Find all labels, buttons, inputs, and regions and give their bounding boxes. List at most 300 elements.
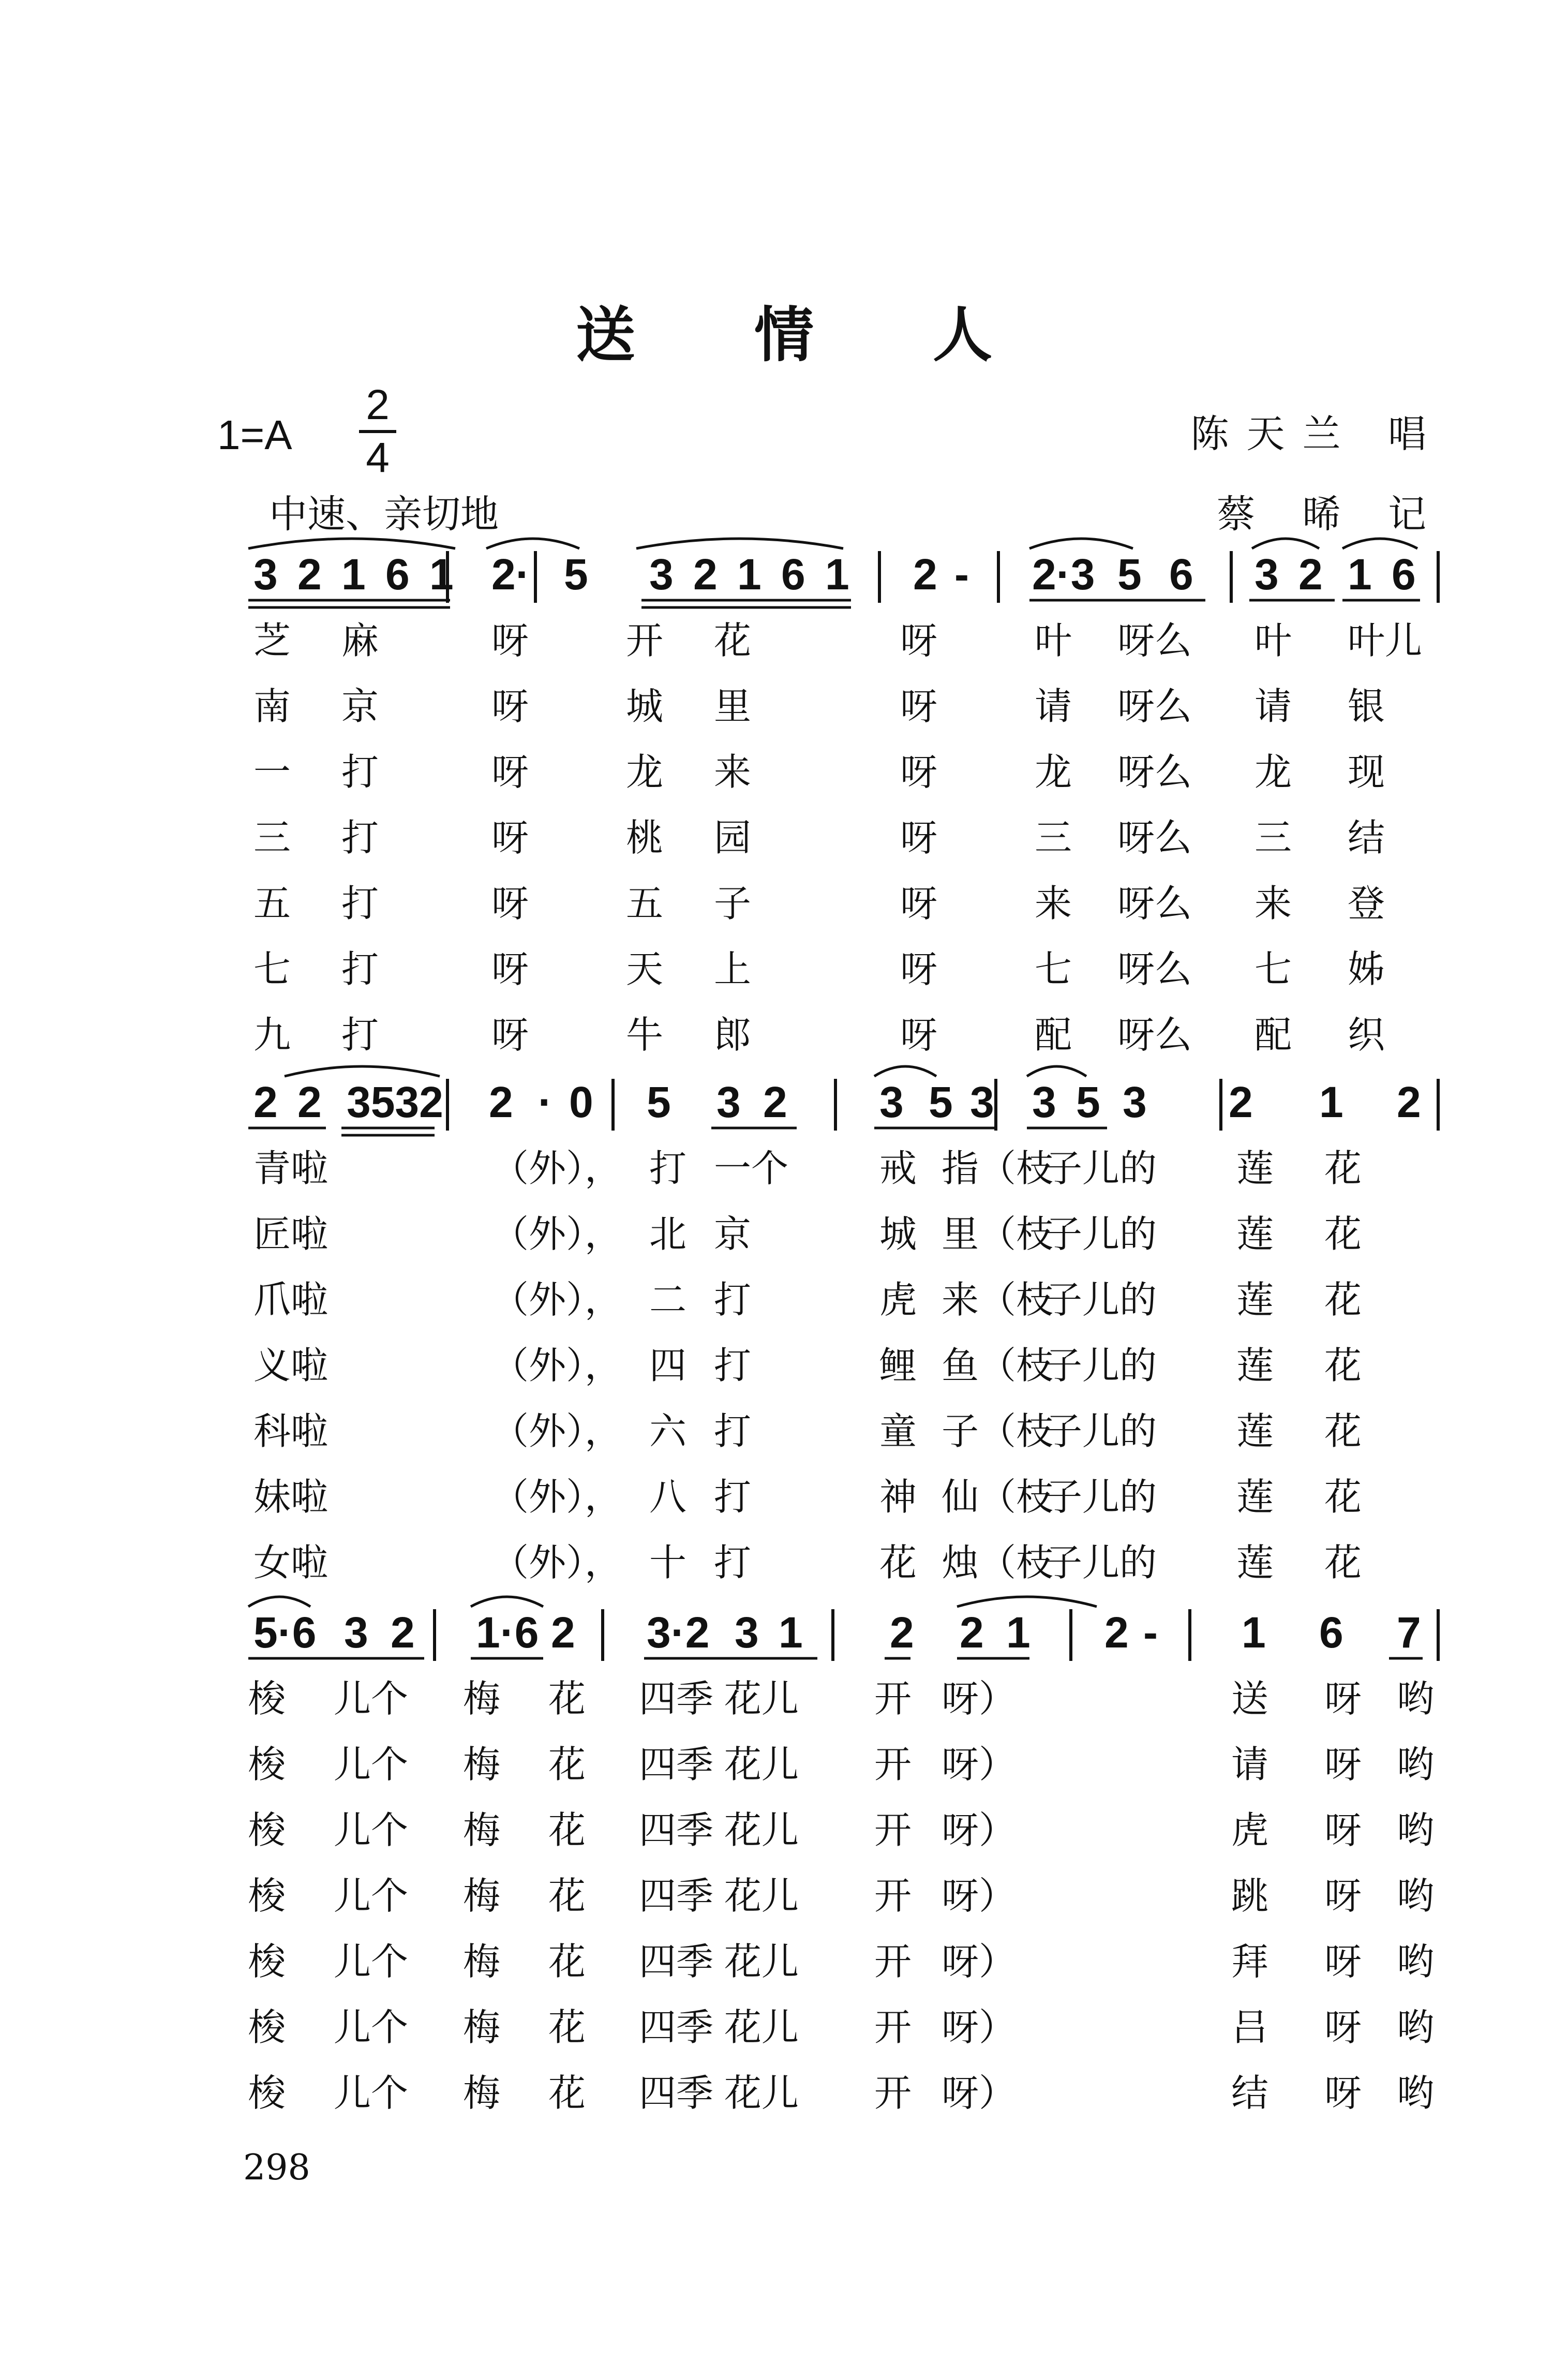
note: 3 — [1255, 550, 1279, 599]
lyric-syllable: 花儿 — [724, 1808, 799, 1852]
lyric-syllable: （外）， — [491, 1278, 622, 1321]
lyric-syllable: 哟 — [1397, 2071, 1435, 2115]
lyric-syllable: 呀么 — [1117, 882, 1192, 925]
lyric-syllable: 呀 — [1324, 1743, 1362, 1786]
lyric-syllable: 四季 — [639, 2006, 714, 2049]
lyric-line-verse-6 — [207, 939, 1448, 1005]
notation-row — [207, 1591, 1448, 1657]
lyric-line-verse-6 — [207, 1997, 1448, 2063]
lyric-syllable: 四 — [649, 1344, 687, 1387]
lyric-syllable: 打 — [714, 1409, 752, 1453]
lyric-syllable: 指（枝 — [942, 1147, 1054, 1190]
lyric-syllable: 呀 — [1324, 1808, 1362, 1852]
lyric-syllable: 九 — [253, 1013, 291, 1057]
note: 3 — [1032, 1078, 1056, 1126]
lyric-syllable: 儿个 — [334, 1940, 409, 1983]
lyric-syllable: 结 — [1231, 2071, 1269, 2115]
singer-credit: 陈天兰 唱 — [1190, 412, 1444, 456]
note: 5 — [1076, 1078, 1100, 1126]
note: - — [954, 550, 969, 599]
note: 2 — [1104, 1608, 1129, 1657]
lyric-line-verse-2 — [207, 676, 1448, 742]
note: 2 — [913, 550, 937, 599]
lyric-syllable: 呀） — [942, 1940, 1017, 1983]
note: 6 — [781, 550, 805, 599]
lyric-syllable: 神 — [879, 1475, 917, 1519]
lyric-syllable: 莲 — [1236, 1409, 1274, 1453]
lyric-syllable: 义啦 — [253, 1344, 328, 1387]
lyric-syllable: 姊 — [1348, 947, 1385, 991]
lyric-syllable: 子儿的 — [1045, 1147, 1157, 1190]
lyric-syllable: 梅 — [463, 1677, 501, 1720]
lyric-syllable: 梭 — [248, 2071, 286, 2115]
lyric-syllable: 呀 — [1324, 1677, 1362, 1720]
lyric-line-verse-5 — [207, 1401, 1448, 1467]
lyric-syllable: 哟 — [1397, 2006, 1435, 2049]
lyric-syllable: 打 — [341, 750, 379, 794]
lyric-syllable: 科啦 — [253, 1409, 328, 1453]
lyric-syllable: 花儿 — [724, 2071, 799, 2115]
lyric-syllable: 儿个 — [334, 2006, 409, 2049]
lyric-syllable: 呀） — [942, 1743, 1017, 1786]
lyric-syllable: （外）， — [491, 1541, 622, 1584]
lyric-syllable: 跳 — [1231, 1874, 1269, 1918]
lyric-syllable: 桃 — [626, 816, 664, 859]
lyric-syllable: 鱼（枝 — [942, 1344, 1054, 1387]
lyric-syllable: 天 — [626, 947, 664, 991]
lyric-syllable: 哟 — [1397, 1874, 1435, 1918]
lyric-syllable: 五 — [626, 882, 664, 925]
note: 1 — [737, 550, 761, 599]
lyric-syllable: 花 — [548, 1808, 586, 1852]
lyric-syllable: 呀） — [942, 1677, 1017, 1720]
slur — [248, 539, 455, 548]
lyric-line-verse-3 — [207, 1270, 1448, 1335]
lyric-syllable: 儿个 — [334, 2071, 409, 2115]
lyric-syllable: 来 — [1255, 882, 1292, 925]
song-title: 送 情 人 — [575, 301, 1042, 370]
lyric-line-verse-4 — [207, 1335, 1448, 1401]
note: 3 — [879, 1078, 904, 1126]
lyric-syllable: 开 — [874, 1677, 912, 1720]
slur — [874, 1066, 936, 1076]
note: 2 — [693, 550, 718, 599]
time-signature-divider — [359, 430, 396, 433]
lyric-syllable: 花 — [548, 1677, 586, 1720]
note: 7 — [1397, 1608, 1421, 1657]
lyric-syllable: 叶 — [1255, 619, 1292, 662]
note: 2· — [491, 550, 530, 599]
recorder-credit: 蔡 晞 记 — [1216, 492, 1444, 537]
lyric-syllable: 花 — [1324, 1278, 1362, 1321]
lyric-syllable: 郎 — [714, 1013, 752, 1057]
lyric-syllable: 来 — [714, 750, 752, 794]
lyric-syllable: 子儿的 — [1045, 1409, 1157, 1453]
note: 3 — [970, 1078, 994, 1126]
time-signature-top: 2 — [366, 381, 390, 428]
lyric-syllable: 莲 — [1236, 1278, 1274, 1321]
lyric-syllable: 四季 — [639, 1743, 714, 1786]
note: 1 — [1006, 1608, 1031, 1657]
note: 2 — [551, 1608, 575, 1657]
lyric-syllable: 呀么 — [1117, 750, 1192, 794]
lyric-syllable: 三 — [1035, 816, 1072, 859]
lyric-syllable: 京 — [714, 1212, 752, 1256]
lyric-syllable: 梅 — [463, 1940, 501, 1983]
lyric-syllable: 吕 — [1231, 2006, 1269, 2049]
lyric-syllable: 叶 — [1035, 619, 1072, 662]
note: 2 — [253, 1078, 278, 1126]
lyric-syllable: 开 — [874, 2006, 912, 2049]
lyric-syllable: 织 — [1348, 1013, 1385, 1057]
lyric-syllable: 鲤 — [879, 1344, 917, 1387]
lyric-syllable: 龙 — [1255, 750, 1292, 794]
lyric-syllable: 城 — [879, 1212, 917, 1256]
note: 1 — [429, 550, 454, 599]
lyric-syllable: 呀 — [900, 619, 938, 662]
lyric-syllable: 开 — [874, 1874, 912, 1918]
lyric-syllable: 里 — [714, 685, 752, 728]
key-signature: 1=A — [217, 412, 292, 458]
note: 3532 — [347, 1078, 443, 1126]
note: 2·3 — [1032, 550, 1095, 599]
lyric-syllable: 登 — [1348, 882, 1385, 925]
slur — [1342, 539, 1417, 548]
lyric-syllable: 五 — [253, 882, 291, 925]
lyric-syllable: 麻 — [341, 619, 379, 662]
lyric-syllable: 花 — [1324, 1409, 1362, 1453]
note: 6 — [385, 550, 410, 599]
lyric-syllable: 打 — [341, 882, 379, 925]
lyric-syllable: 子儿的 — [1045, 1212, 1157, 1256]
note: 1 — [779, 1608, 803, 1657]
lyric-syllable: 里（枝 — [942, 1212, 1054, 1256]
note: 1 — [1348, 550, 1372, 599]
tempo-marking: 中速、亲切地 — [269, 492, 499, 537]
lyric-syllable: 梭 — [248, 1808, 286, 1852]
lyric-syllable: 四季 — [639, 2071, 714, 2115]
lyric-syllable: 儿个 — [334, 1677, 409, 1720]
lyric-syllable: 配 — [1035, 1013, 1072, 1057]
lyric-syllable: 花儿 — [724, 2006, 799, 2049]
lyric-syllable: 请 — [1035, 685, 1072, 728]
lyric-syllable: 呀） — [942, 2071, 1017, 2115]
lyric-syllable: 哟 — [1397, 1940, 1435, 1983]
lyric-syllable: 呀 — [491, 685, 529, 728]
slur — [486, 539, 579, 548]
lyric-line-verse-2 — [207, 1204, 1448, 1270]
lyric-syllable: 来 — [1035, 882, 1072, 925]
lyric-syllable: （外）， — [491, 1475, 622, 1519]
slur — [957, 1597, 1097, 1607]
lyric-syllable: 匠啦 — [253, 1212, 328, 1256]
lyric-syllable: 结 — [1348, 816, 1385, 859]
lyric-syllable: 梭 — [248, 1940, 286, 1983]
lyric-syllable: 一 — [253, 750, 291, 794]
lyric-syllable: 打 — [714, 1278, 752, 1321]
lyric-syllable: 梭 — [248, 2006, 286, 2049]
note: 6 — [1392, 550, 1416, 599]
note: 2 — [1298, 550, 1323, 599]
lyric-syllable: 打 — [341, 816, 379, 859]
note: 3 — [735, 1608, 759, 1657]
lyric-line-verse-1 — [207, 1138, 1448, 1204]
lyric-syllable: 芝 — [253, 619, 291, 662]
note: · — [538, 1078, 552, 1126]
lyric-syllable: 梭 — [248, 1677, 286, 1720]
lyric-syllable: 花 — [548, 2071, 586, 2115]
lyric-syllable: 呀 — [900, 882, 938, 925]
note: 5 — [564, 550, 588, 599]
lyric-syllable: 呀 — [1324, 2071, 1362, 2115]
note: 1 — [825, 550, 849, 599]
lyric-syllable: 梅 — [463, 2071, 501, 2115]
lyric-syllable: 十 — [649, 1541, 687, 1584]
lyric-syllable: 莲 — [1236, 1212, 1274, 1256]
note: 3 — [649, 550, 674, 599]
lyric-syllable: 哟 — [1397, 1743, 1435, 1786]
lyric-line-verse-6 — [207, 1467, 1448, 1533]
lyric-syllable: 呀 — [491, 816, 529, 859]
lyric-syllable: 四季 — [639, 1874, 714, 1918]
lyric-syllable: 二 — [649, 1278, 687, 1321]
lyric-syllable: 京 — [341, 685, 379, 728]
lyric-syllable: 子儿的 — [1045, 1344, 1157, 1387]
lyric-syllable: 梅 — [463, 1743, 501, 1786]
lyric-syllable: 上 — [714, 947, 752, 991]
lyric-syllable: 龙 — [1035, 750, 1072, 794]
lyric-syllable: 梭 — [248, 1874, 286, 1918]
note: 2 — [391, 1608, 415, 1657]
slur — [1029, 539, 1133, 548]
lyric-syllable: （外）， — [491, 1147, 622, 1190]
lyric-syllable: 花 — [1324, 1475, 1362, 1519]
lyric-syllable: 儿个 — [334, 1743, 409, 1786]
lyric-syllable: 儿个 — [334, 1808, 409, 1852]
lyric-syllable: 呀 — [491, 947, 529, 991]
slur — [1027, 1066, 1086, 1076]
lyric-syllable: 哟 — [1397, 1677, 1435, 1720]
note: 5 — [1117, 550, 1142, 599]
lyric-syllable: 园 — [714, 816, 752, 859]
note: 3 — [253, 550, 278, 599]
notation-row — [207, 533, 1448, 599]
lyric-syllable: 打 — [341, 1013, 379, 1057]
lyric-syllable: 烛（枝 — [942, 1541, 1054, 1584]
lyric-syllable: 子儿的 — [1045, 1541, 1157, 1584]
lyric-syllable: 打 — [341, 947, 379, 991]
lyric-syllable: 北 — [649, 1212, 687, 1256]
note: 3·2 — [647, 1608, 710, 1657]
note: - — [1143, 1608, 1158, 1657]
lyric-syllable: 开 — [874, 1808, 912, 1852]
note: 2 — [489, 1078, 513, 1126]
lyric-syllable: 开 — [626, 619, 664, 662]
lyric-line-verse-2 — [207, 1734, 1448, 1800]
lyric-syllable: 花 — [1324, 1147, 1362, 1190]
lyric-syllable: 四季 — [639, 1677, 714, 1720]
lyric-syllable: 呀么 — [1117, 619, 1192, 662]
lyric-syllable: 子 — [714, 882, 752, 925]
lyric-syllable: 虎 — [879, 1278, 917, 1321]
lyric-syllable: 送 — [1231, 1677, 1269, 1720]
lyric-syllable: 呀 — [1324, 1874, 1362, 1918]
lyric-syllable: 银 — [1348, 685, 1385, 728]
page-number: 298 — [243, 2147, 310, 2188]
lyric-syllable: 女啦 — [253, 1541, 328, 1584]
lyric-syllable: 呀） — [942, 1808, 1017, 1852]
note: 0 — [569, 1078, 593, 1126]
lyric-syllable: 莲 — [1236, 1147, 1274, 1190]
note: 2 — [1397, 1078, 1421, 1126]
lyric-syllable: 三 — [253, 816, 291, 859]
lyric-line-verse-1 — [207, 1669, 1448, 1734]
time-signature-bottom: 4 — [366, 434, 390, 481]
note: 3 — [716, 1078, 741, 1126]
lyric-syllable: 子（枝 — [942, 1409, 1054, 1453]
lyric-syllable: 请 — [1231, 1743, 1269, 1786]
lyric-syllable: 莲 — [1236, 1541, 1274, 1584]
lyric-syllable: 拜 — [1231, 1940, 1269, 1983]
note: 3 — [1123, 1078, 1147, 1126]
note: 2 — [1229, 1078, 1253, 1126]
lyric-syllable: 四季 — [639, 1940, 714, 1983]
lyric-syllable: 呀 — [900, 685, 938, 728]
lyric-syllable: 花 — [548, 1874, 586, 1918]
lyric-syllable: 八 — [649, 1475, 687, 1519]
lyric-line-verse-3 — [207, 742, 1448, 808]
note: 1 — [1242, 1608, 1266, 1657]
slur — [248, 1597, 310, 1607]
lyric-syllable: 来（枝 — [942, 1278, 1054, 1321]
lyric-syllable: 戒 — [879, 1147, 917, 1190]
lyric-syllable: 城 — [626, 685, 664, 728]
lyric-syllable: 花 — [1324, 1344, 1362, 1387]
lyric-syllable: 爪啦 — [253, 1278, 328, 1321]
note: 2 — [960, 1608, 984, 1657]
lyric-syllable: 开 — [874, 2071, 912, 2115]
lyric-line-verse-4 — [207, 808, 1448, 873]
note: 5 — [929, 1078, 953, 1126]
note: 3 — [344, 1608, 368, 1657]
lyric-syllable: 子儿的 — [1045, 1278, 1157, 1321]
time-signature — [357, 380, 398, 483]
lyric-syllable: 莲 — [1236, 1344, 1274, 1387]
lyric-syllable: 儿个 — [334, 1874, 409, 1918]
note: 1·6 — [476, 1608, 539, 1657]
lyric-syllable: 梅 — [463, 2006, 501, 2049]
lyric-syllable: 打 — [714, 1475, 752, 1519]
lyric-syllable: 呀） — [942, 2006, 1017, 2049]
slur — [1252, 539, 1319, 548]
lyric-syllable: 花 — [548, 2006, 586, 2049]
lyric-syllable: 一个 — [714, 1147, 789, 1190]
slur — [636, 539, 843, 548]
lyric-syllable: 呀么 — [1117, 816, 1192, 859]
note: 5·6 — [253, 1608, 317, 1657]
lyric-syllable: 南 — [253, 685, 291, 728]
lyric-syllable: 梭 — [248, 1743, 286, 1786]
lyric-line-verse-7 — [207, 1533, 1448, 1598]
lyric-syllable: 花儿 — [724, 1743, 799, 1786]
lyric-syllable: （外）， — [491, 1409, 622, 1453]
lyric-syllable: 呀么 — [1117, 1013, 1192, 1057]
note: 1 — [341, 550, 366, 599]
lyric-syllable: 呀 — [900, 816, 938, 859]
lyric-syllable: 请 — [1255, 685, 1292, 728]
lyric-syllable: 打 — [714, 1541, 752, 1584]
lyric-syllable: 呀） — [942, 1874, 1017, 1918]
lyric-syllable: 呀么 — [1117, 685, 1192, 728]
lyric-syllable: 花 — [1324, 1541, 1362, 1584]
lyric-syllable: 梅 — [463, 1808, 501, 1852]
lyric-syllable: 呀 — [1324, 1940, 1362, 1983]
lyric-syllable: 花 — [714, 619, 752, 662]
notation-row — [207, 1061, 1448, 1126]
lyric-syllable: 打 — [649, 1147, 687, 1190]
lyric-syllable: 花儿 — [724, 1874, 799, 1918]
lyric-syllable: 花儿 — [724, 1677, 799, 1720]
lyric-line-verse-5 — [207, 873, 1448, 939]
lyric-syllable: 哟 — [1397, 1808, 1435, 1852]
lyric-syllable: 妹啦 — [253, 1475, 328, 1519]
lyric-syllable: 呀 — [900, 1013, 938, 1057]
lyric-syllable: （外）， — [491, 1344, 622, 1387]
lyric-syllable: 现 — [1348, 750, 1385, 794]
lyric-syllable: 六 — [649, 1409, 687, 1453]
lyric-line-verse-1 — [207, 611, 1448, 676]
lyric-syllable: 青啦 — [253, 1147, 328, 1190]
lyric-syllable: 四季 — [639, 1808, 714, 1852]
lyric-syllable: 子儿的 — [1045, 1475, 1157, 1519]
lyric-syllable: （外）， — [491, 1212, 622, 1256]
lyric-syllable: 牛 — [626, 1013, 664, 1057]
slur — [471, 1597, 543, 1607]
lyric-line-verse-3 — [207, 1800, 1448, 1866]
lyric-syllable: 花 — [548, 1940, 586, 1983]
note: 2 — [890, 1608, 914, 1657]
lyric-syllable: 花 — [879, 1541, 917, 1584]
lyric-syllable: 呀 — [900, 750, 938, 794]
lyric-syllable: 仙（枝 — [942, 1475, 1054, 1519]
lyric-syllable: 呀 — [491, 750, 529, 794]
note: 2 — [297, 1078, 322, 1126]
lyric-syllable: 梅 — [463, 1874, 501, 1918]
lyric-syllable: 七 — [253, 947, 291, 991]
lyric-syllable: 呀 — [1324, 2006, 1362, 2049]
lyric-syllable: 呀 — [491, 882, 529, 925]
lyric-line-verse-5 — [207, 1932, 1448, 1997]
lyric-syllable: 开 — [874, 1940, 912, 1983]
lyric-syllable: 莲 — [1236, 1475, 1274, 1519]
note: 5 — [647, 1078, 671, 1126]
lyric-syllable: 龙 — [626, 750, 664, 794]
lyric-syllable: 七 — [1035, 947, 1072, 991]
lyric-line-verse-4 — [207, 1866, 1448, 1932]
lyric-syllable: 打 — [714, 1344, 752, 1387]
lyric-syllable: 呀 — [491, 1013, 529, 1057]
lyric-syllable: 七 — [1255, 947, 1292, 991]
note: 2 — [763, 1078, 787, 1126]
lyric-syllable: 花 — [548, 1743, 586, 1786]
lyric-syllable: 童 — [879, 1409, 917, 1453]
lyric-syllable: 呀么 — [1117, 947, 1192, 991]
note: 2 — [297, 550, 322, 599]
lyric-syllable: 呀 — [900, 947, 938, 991]
lyric-syllable: 花儿 — [724, 1940, 799, 1983]
lyric-syllable: 呀 — [491, 619, 529, 662]
lyric-syllable: 三 — [1255, 816, 1292, 859]
